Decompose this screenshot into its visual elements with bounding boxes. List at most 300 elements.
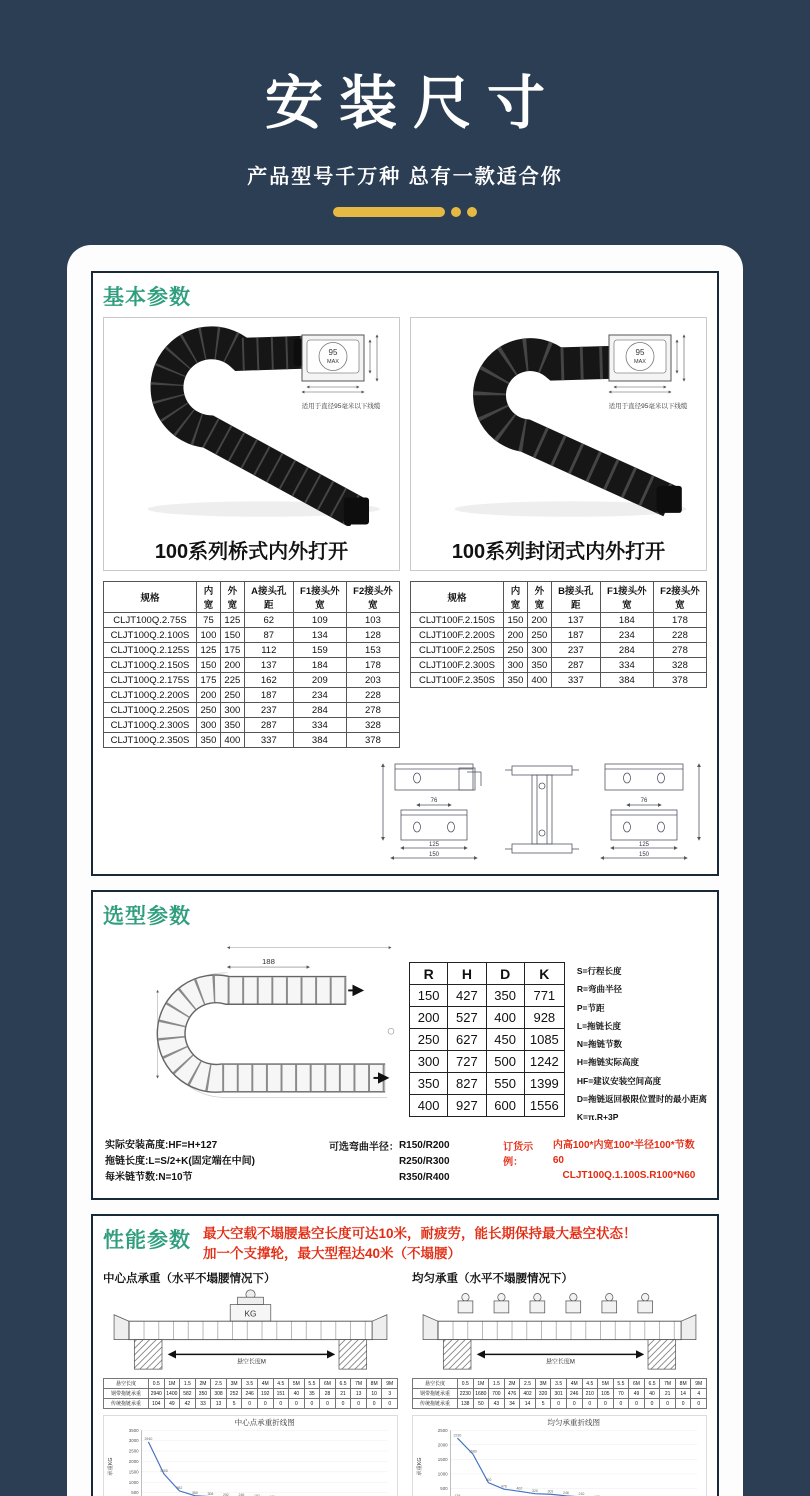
order-line-1: 内高100*内宽100*半径100*节数60 bbox=[552, 1140, 695, 1167]
performance-row bbox=[103, 1270, 707, 1496]
section-basic-title: 基本参数 bbox=[103, 286, 191, 309]
table-cell: 582 bbox=[180, 1389, 196, 1399]
svg-text:2940: 2940 bbox=[144, 1437, 153, 1442]
table-cell: 627 bbox=[448, 1029, 486, 1051]
table-cell: 62 bbox=[244, 613, 293, 628]
dim-outer-width: 150 bbox=[428, 852, 440, 858]
table-cell: 2230 bbox=[458, 1389, 474, 1399]
col-header: B接头孔距 bbox=[551, 582, 600, 613]
col-header: 外宽 bbox=[220, 582, 244, 613]
table-cell: 178 bbox=[346, 658, 399, 673]
table-cell: 350 bbox=[197, 733, 221, 748]
table-cell: 14 bbox=[520, 1399, 536, 1409]
chain-loop-drawing bbox=[103, 934, 395, 1111]
table-cell: 134 bbox=[293, 628, 346, 643]
page-title: 安装尺寸 bbox=[264, 71, 561, 136]
table-cell: 350 bbox=[486, 985, 524, 1007]
table-cell: 13 bbox=[351, 1389, 367, 1399]
col-header: 2.5 bbox=[520, 1379, 536, 1389]
table-cell: 0 bbox=[320, 1399, 336, 1409]
product-bridge-type bbox=[103, 317, 400, 571]
table-cell: 928 bbox=[524, 1007, 564, 1029]
table-cell: 184 bbox=[600, 613, 653, 628]
table-cell: 250 bbox=[410, 1029, 448, 1051]
table-cell: 137 bbox=[551, 613, 600, 628]
table-row bbox=[104, 718, 400, 733]
svg-text:476: 476 bbox=[500, 1484, 507, 1489]
table-cell: 328 bbox=[346, 718, 399, 733]
svg-text:246: 246 bbox=[238, 1493, 245, 1496]
list-item: S=行程长度 bbox=[576, 966, 622, 976]
table-cell: 0 bbox=[242, 1399, 258, 1409]
col-header: 3M bbox=[226, 1379, 242, 1389]
col-header: 6M bbox=[320, 1379, 336, 1389]
table-cell: 378 bbox=[653, 673, 706, 688]
section-basic bbox=[91, 271, 719, 876]
selection-footer bbox=[103, 1134, 707, 1190]
col-header: 4.5 bbox=[273, 1379, 289, 1389]
radius-options bbox=[329, 1138, 503, 1186]
table-cell: 203 bbox=[346, 673, 399, 688]
svg-text:500: 500 bbox=[440, 1486, 448, 1492]
list-item: N=拖链节数 bbox=[576, 1039, 622, 1050]
table-cell: 300 bbox=[220, 703, 244, 718]
table-cell: 1680 bbox=[473, 1389, 489, 1399]
table-cell: 210 bbox=[582, 1389, 598, 1399]
col-header: 5M bbox=[598, 1379, 614, 1389]
dim-hole-pitch: 76 bbox=[640, 798, 648, 804]
bracket-drawing-strip bbox=[377, 758, 707, 866]
cross-section-inset bbox=[293, 332, 389, 410]
table-row bbox=[413, 1399, 707, 1409]
performance-uniform-load bbox=[412, 1270, 707, 1496]
table-row bbox=[413, 1389, 707, 1399]
table-cell: 308 bbox=[211, 1389, 227, 1399]
table-row bbox=[410, 1051, 565, 1073]
table-cell: 187 bbox=[551, 628, 600, 643]
span-label: 悬空长度M bbox=[236, 1359, 266, 1366]
col-header: 8M bbox=[675, 1379, 691, 1389]
uniform-load-table bbox=[412, 1378, 707, 1409]
center-load-subtitle: 中心点承重（水平不塌腰情况下） bbox=[103, 1272, 276, 1285]
col-header: F1接头外宽 bbox=[293, 582, 346, 613]
product-row bbox=[103, 317, 707, 571]
table-cell: 40 bbox=[289, 1389, 305, 1399]
product-caption: 100系列桥式内外打开 bbox=[154, 541, 349, 563]
center-load-chart bbox=[103, 1415, 398, 1496]
table-cell: 300 bbox=[410, 1051, 448, 1073]
table-cell: CLJT100Q.2.75S bbox=[104, 613, 197, 628]
divider-dot bbox=[451, 207, 461, 217]
col-header: 内宽 bbox=[504, 582, 528, 613]
col-header: 3.5 bbox=[551, 1379, 567, 1389]
table-cell: 0 bbox=[629, 1399, 645, 1409]
table-cell: 284 bbox=[600, 643, 653, 658]
table-cell: 0 bbox=[613, 1399, 629, 1409]
svg-text:252: 252 bbox=[222, 1493, 229, 1496]
svg-text:1500: 1500 bbox=[128, 1469, 139, 1475]
table-cell: CLJT100Q.2.250S bbox=[104, 703, 197, 718]
svg-text:3000: 3000 bbox=[128, 1438, 139, 1444]
col-header: A接头孔距 bbox=[244, 582, 293, 613]
table-cell: 278 bbox=[346, 703, 399, 718]
table-cell: 334 bbox=[600, 658, 653, 673]
table-cell: 42 bbox=[180, 1399, 196, 1409]
table-cell: 500 bbox=[486, 1051, 524, 1073]
kg-label: KG bbox=[244, 1308, 257, 1319]
table-row bbox=[104, 1389, 398, 1399]
svg-text:均匀承重折线图: 均匀承重折线图 bbox=[547, 1417, 601, 1427]
loop-dim-label: 188 bbox=[261, 957, 275, 967]
col-header: K bbox=[524, 963, 564, 985]
table-cell: 246 bbox=[242, 1389, 258, 1399]
table-cell: 159 bbox=[293, 643, 346, 658]
svg-text:2000: 2000 bbox=[437, 1442, 448, 1448]
svg-text:中心点承重折线图: 中心点承重折线图 bbox=[234, 1417, 295, 1427]
list-item: K=π.R+3P bbox=[576, 1112, 619, 1123]
uniform-load-diagram bbox=[412, 1288, 707, 1377]
divider-dot bbox=[467, 207, 477, 217]
divider-bar bbox=[333, 207, 445, 217]
table-cell: 162 bbox=[244, 673, 293, 688]
page-subtitle: 产品型号千万种 总有一款适合你 bbox=[247, 166, 563, 188]
table-cell: 527 bbox=[448, 1007, 486, 1029]
performance-header bbox=[103, 1224, 707, 1263]
col-header: 1M bbox=[473, 1379, 489, 1389]
table-cell: 150 bbox=[197, 658, 221, 673]
table-cell: 927 bbox=[448, 1095, 486, 1117]
table-cell: 35 bbox=[304, 1389, 320, 1399]
performance-note-line1: 最大空载不塌腰悬空长度可达10米，耐疲劳，能长期保持最大悬空状态！ bbox=[203, 1226, 637, 1242]
table-cell: 5 bbox=[226, 1399, 242, 1409]
table-cell: CLJT100Q.2.300S bbox=[104, 718, 197, 733]
inset-note: 适用于直径95毫米以下线缆 bbox=[301, 403, 381, 410]
col-header: 2M bbox=[504, 1379, 520, 1389]
table-cell: 34 bbox=[504, 1399, 520, 1409]
table-row bbox=[104, 1379, 398, 1389]
row-header: 钢带拖链承重 bbox=[413, 1389, 458, 1399]
list-item: 实际安装高度:HF=H+127 bbox=[105, 1140, 218, 1152]
list-item: 拖链长度:L=S/2+K(固定端在中间) bbox=[105, 1156, 256, 1168]
svg-text:承重KG: 承重KG bbox=[107, 1457, 114, 1476]
dim-outer-width: 150 bbox=[638, 852, 650, 858]
table-cell: 0 bbox=[351, 1399, 367, 1409]
col-header: 4M bbox=[257, 1379, 273, 1389]
table-cell: CLJT100Q.2.150S bbox=[104, 658, 197, 673]
table-cell: 287 bbox=[551, 658, 600, 673]
table-cell: 125 bbox=[220, 613, 244, 628]
row-header: 钢带拖链承重 bbox=[104, 1389, 149, 1399]
table-row bbox=[410, 1095, 565, 1117]
table-cell: 0 bbox=[566, 1399, 582, 1409]
table-cell: 228 bbox=[653, 628, 706, 643]
table-row bbox=[104, 613, 400, 628]
section-performance bbox=[91, 1214, 719, 1496]
col-header: 9M bbox=[691, 1379, 707, 1389]
table-cell: 1085 bbox=[524, 1029, 564, 1051]
table-cell: 337 bbox=[244, 733, 293, 748]
table-cell: 5 bbox=[535, 1399, 551, 1409]
accent-divider bbox=[0, 207, 810, 217]
table-cell: 0 bbox=[304, 1399, 320, 1409]
table-cell: 300 bbox=[197, 718, 221, 733]
selection-row bbox=[103, 934, 707, 1126]
cross-section-drawing bbox=[299, 332, 383, 394]
col-header: 7M bbox=[351, 1379, 367, 1389]
order-line-2: CLJT100Q.1.100S.R100*N60 bbox=[562, 1170, 696, 1182]
table-cell: 550 bbox=[486, 1073, 524, 1095]
list-item: P=节距 bbox=[576, 1002, 605, 1013]
table-cell: 301 bbox=[551, 1389, 567, 1399]
order-example bbox=[503, 1138, 705, 1186]
table-cell: CLJT100Q.2.125S bbox=[104, 643, 197, 658]
col-header: 1.5 bbox=[489, 1379, 505, 1389]
list-item: 每米链节数:N=10节 bbox=[105, 1172, 193, 1184]
table-cell: 0 bbox=[691, 1399, 707, 1409]
cross-section-inset bbox=[600, 332, 696, 410]
row-header: 悬空长度 bbox=[413, 1379, 458, 1389]
uniform-load-subtitle: 均匀承重（水平不塌腰情况下） bbox=[412, 1272, 573, 1285]
inset-size-label: 95 bbox=[635, 348, 645, 357]
svg-text:2000: 2000 bbox=[128, 1459, 139, 1465]
table-cell: 250 bbox=[220, 688, 244, 703]
col-header: H bbox=[448, 963, 486, 985]
table-cell: CLJT100Q.2.100S bbox=[104, 628, 197, 643]
table-cell: 175 bbox=[197, 673, 221, 688]
col-header: 7M bbox=[660, 1379, 676, 1389]
table-cell: 137 bbox=[244, 658, 293, 673]
table-cell: 28 bbox=[320, 1389, 336, 1399]
list-item: R250/R300 bbox=[398, 1156, 450, 1168]
order-label: 订货示例： bbox=[503, 1142, 534, 1169]
svg-text:2500: 2500 bbox=[128, 1448, 139, 1454]
table-row bbox=[411, 673, 707, 688]
col-header: 外宽 bbox=[527, 582, 551, 613]
svg-text:1500: 1500 bbox=[437, 1456, 448, 1462]
table-row bbox=[104, 688, 400, 703]
table-cell: 284 bbox=[293, 703, 346, 718]
table-cell: 300 bbox=[527, 643, 551, 658]
table-cell: CLJT100Q.2.175S bbox=[104, 673, 197, 688]
col-header: 规格 bbox=[411, 582, 504, 613]
col-header: F2接头外宽 bbox=[653, 582, 706, 613]
svg-text:320: 320 bbox=[531, 1488, 538, 1493]
table-cell: 1242 bbox=[524, 1051, 564, 1073]
table-cell: 33 bbox=[195, 1399, 211, 1409]
table-row bbox=[413, 1379, 707, 1389]
svg-text:500: 500 bbox=[131, 1490, 139, 1496]
col-header: 3M bbox=[535, 1379, 551, 1389]
table-cell: 0 bbox=[366, 1399, 382, 1409]
table-cell: 300 bbox=[504, 658, 528, 673]
inset-size-label: 95 bbox=[328, 348, 338, 357]
product-caption: 100系列封闭式内外打开 bbox=[451, 541, 666, 563]
table-row bbox=[104, 643, 400, 658]
svg-text:402: 402 bbox=[516, 1486, 523, 1491]
table-row bbox=[410, 1073, 565, 1095]
svg-text:350: 350 bbox=[191, 1490, 198, 1495]
svg-text:2500: 2500 bbox=[437, 1427, 448, 1433]
table-cell: 237 bbox=[551, 643, 600, 658]
table-row bbox=[411, 643, 707, 658]
table-cell: 700 bbox=[489, 1389, 505, 1399]
table-cell: 125 bbox=[197, 643, 221, 658]
list-item: R=弯曲半径 bbox=[576, 984, 622, 995]
performance-center-load bbox=[103, 1270, 398, 1496]
table-cell: 128 bbox=[346, 628, 399, 643]
table-cell: 150 bbox=[220, 628, 244, 643]
table-cell: 138 bbox=[458, 1399, 474, 1409]
col-header: 2.5 bbox=[211, 1379, 227, 1389]
table-cell: 237 bbox=[244, 703, 293, 718]
table-cell: 827 bbox=[448, 1073, 486, 1095]
table-cell: 14 bbox=[675, 1389, 691, 1399]
table-cell: 384 bbox=[600, 673, 653, 688]
table-cell: 10 bbox=[366, 1389, 382, 1399]
col-header: 0.5 bbox=[458, 1379, 474, 1389]
table-cell: 278 bbox=[653, 643, 706, 658]
col-header: 内宽 bbox=[197, 582, 221, 613]
table-cell: CLJT100F.2.150S bbox=[411, 613, 504, 628]
table-cell: 175 bbox=[220, 643, 244, 658]
table-cell: 49 bbox=[629, 1389, 645, 1399]
table-row bbox=[104, 1399, 398, 1409]
table-cell: 40 bbox=[644, 1389, 660, 1399]
table-cell: 187 bbox=[244, 688, 293, 703]
table-cell: 209 bbox=[293, 673, 346, 688]
col-header: 1M bbox=[164, 1379, 180, 1389]
spec-table-bridge bbox=[103, 581, 400, 748]
table-cell: 228 bbox=[346, 688, 399, 703]
table-row bbox=[104, 703, 400, 718]
table-cell: 13 bbox=[211, 1399, 227, 1409]
table-cell: 350 bbox=[410, 1073, 448, 1095]
table-cell: 150 bbox=[410, 985, 448, 1007]
table-row bbox=[410, 1029, 565, 1051]
table-cell: 246 bbox=[566, 1389, 582, 1399]
col-header: R bbox=[410, 963, 448, 985]
dim-inner-width: 125 bbox=[638, 842, 650, 848]
inset-max-label: MAX bbox=[327, 359, 339, 365]
table-cell: CLJT100F.2.200S bbox=[411, 628, 504, 643]
table-cell: 151 bbox=[273, 1389, 289, 1399]
col-header: F2接头外宽 bbox=[346, 582, 399, 613]
table-cell: 400 bbox=[410, 1095, 448, 1117]
table-cell: 1400 bbox=[164, 1389, 180, 1399]
table-cell: 334 bbox=[293, 718, 346, 733]
table-cell: 328 bbox=[653, 658, 706, 673]
table-cell: 378 bbox=[346, 733, 399, 748]
table-row bbox=[104, 658, 400, 673]
row-header: 传统拖链承重 bbox=[413, 1399, 458, 1409]
table-cell: 320 bbox=[535, 1389, 551, 1399]
row-header: 传统拖链承重 bbox=[104, 1399, 149, 1409]
dim-inner-width: 125 bbox=[428, 842, 440, 848]
span-label: 悬空长度M bbox=[545, 1359, 575, 1366]
table-row bbox=[104, 733, 400, 748]
table-cell: 287 bbox=[244, 718, 293, 733]
col-header: 3.5 bbox=[242, 1379, 258, 1389]
center-load-table bbox=[103, 1378, 398, 1409]
table-cell: 104 bbox=[149, 1399, 165, 1409]
order-lines bbox=[553, 1138, 705, 1186]
list-item: H=拖链实际高度 bbox=[576, 1057, 639, 1068]
table-cell: 384 bbox=[293, 733, 346, 748]
table-cell: 252 bbox=[226, 1389, 242, 1399]
table-cell: 350 bbox=[220, 718, 244, 733]
table-cell: 70 bbox=[613, 1389, 629, 1399]
table-cell: 771 bbox=[524, 985, 564, 1007]
table-cell: 4 bbox=[691, 1389, 707, 1399]
table-cell: 0 bbox=[289, 1399, 305, 1409]
chain-loop-diagram bbox=[103, 934, 395, 1116]
inset-max-label: MAX bbox=[634, 359, 646, 365]
section-selection bbox=[91, 890, 719, 1200]
table-cell: 250 bbox=[197, 703, 221, 718]
radius-label: 可选弯曲半径： bbox=[328, 1142, 399, 1154]
section-selection-title: 选型参数 bbox=[103, 905, 191, 928]
svg-text:1000: 1000 bbox=[128, 1479, 139, 1485]
table-cell: 200 bbox=[527, 613, 551, 628]
svg-text:承重KG: 承重KG bbox=[416, 1457, 423, 1476]
bracket-drawings bbox=[103, 758, 707, 866]
col-header: F1接头外宽 bbox=[600, 582, 653, 613]
col-header: 6M bbox=[629, 1379, 645, 1389]
table-row bbox=[411, 613, 707, 628]
spec-tables-row bbox=[103, 581, 707, 748]
table-cell: 225 bbox=[220, 673, 244, 688]
table-cell: 337 bbox=[551, 673, 600, 688]
table-cell: 400 bbox=[486, 1007, 524, 1029]
table-cell: 476 bbox=[504, 1389, 520, 1399]
table-cell: 0 bbox=[335, 1399, 351, 1409]
dim-hole-pitch: 76 bbox=[430, 798, 438, 804]
table-cell: 200 bbox=[220, 658, 244, 673]
table-cell: 87 bbox=[244, 628, 293, 643]
section-performance-title: 性能参数 bbox=[103, 1229, 191, 1253]
table-row bbox=[411, 658, 707, 673]
row-header: 悬空长度 bbox=[104, 1379, 149, 1389]
table-cell: 49 bbox=[164, 1399, 180, 1409]
table-cell: 200 bbox=[197, 688, 221, 703]
table-cell: 0 bbox=[257, 1399, 273, 1409]
table-cell: 0 bbox=[551, 1399, 567, 1409]
col-header: 2M bbox=[195, 1379, 211, 1389]
uniform-load-chart bbox=[412, 1415, 707, 1496]
table-cell: CLJT100F.2.350S bbox=[411, 673, 504, 688]
table-cell: 0 bbox=[644, 1399, 660, 1409]
cross-section-drawing bbox=[606, 332, 690, 394]
table-cell: 0 bbox=[598, 1399, 614, 1409]
table-cell: 400 bbox=[220, 733, 244, 748]
table-cell: 250 bbox=[527, 628, 551, 643]
table-cell: 600 bbox=[486, 1095, 524, 1117]
svg-text:1000: 1000 bbox=[437, 1471, 448, 1477]
table-cell: 1556 bbox=[524, 1095, 564, 1117]
col-header: 8M bbox=[366, 1379, 382, 1389]
table-cell: 350 bbox=[527, 658, 551, 673]
content-card bbox=[67, 245, 743, 1496]
table-cell: 184 bbox=[293, 658, 346, 673]
table-cell: 153 bbox=[346, 643, 399, 658]
table-cell: 103 bbox=[346, 613, 399, 628]
list-item: R150/R200 bbox=[398, 1140, 450, 1152]
table-cell: CLJT100Q.2.200S bbox=[104, 688, 197, 703]
svg-text:582: 582 bbox=[176, 1486, 183, 1491]
svg-text:1400: 1400 bbox=[159, 1469, 168, 1474]
svg-text:3500: 3500 bbox=[128, 1427, 139, 1433]
table-cell: 50 bbox=[473, 1399, 489, 1409]
